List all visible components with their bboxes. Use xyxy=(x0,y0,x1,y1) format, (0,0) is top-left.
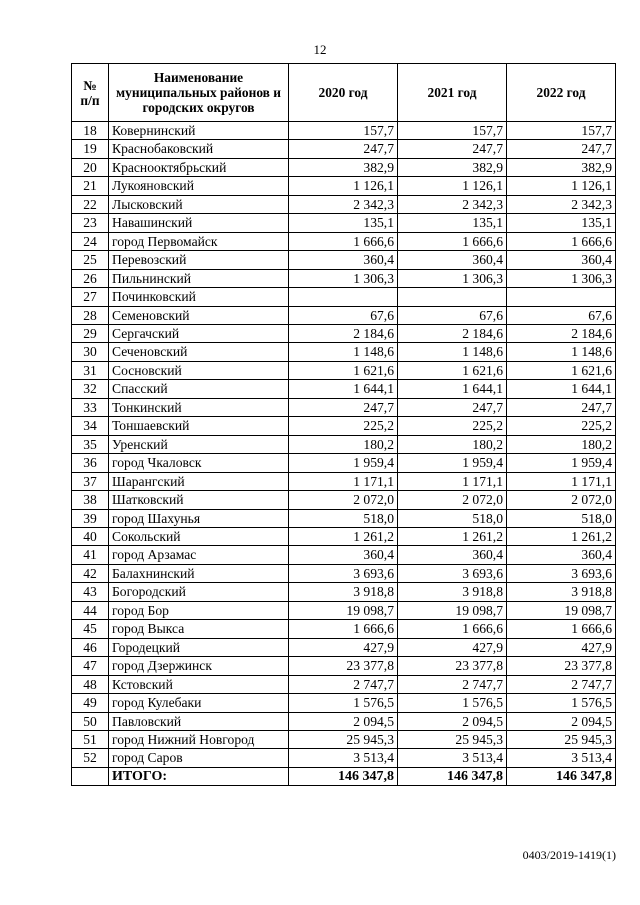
value-2021: 1 576,5 xyxy=(398,694,507,712)
value-2022: 2 094,5 xyxy=(507,712,616,730)
value-2021: 1 959,4 xyxy=(398,454,507,472)
value-2022: 67,6 xyxy=(507,306,616,324)
value-2021: 1 306,3 xyxy=(398,269,507,287)
value-2020: 225,2 xyxy=(289,417,398,435)
row-number: 27 xyxy=(72,288,109,306)
table-row xyxy=(72,509,616,527)
value-2021: 2 342,3 xyxy=(398,195,507,213)
value-2021: 135,1 xyxy=(398,214,507,232)
value-2021: 67,6 xyxy=(398,306,507,324)
district-name: Спасский xyxy=(109,380,289,398)
value-2022: 1 666,6 xyxy=(507,620,616,638)
value-2020: 382,9 xyxy=(289,158,398,176)
table-row xyxy=(72,324,616,342)
value-2021: 1 126,1 xyxy=(398,177,507,195)
value-2020: 3 513,4 xyxy=(289,749,398,767)
row-number: 38 xyxy=(72,491,109,509)
value-2022: 157,7 xyxy=(507,122,616,140)
header-year-2020: 2020 год xyxy=(289,64,398,122)
table-row xyxy=(72,675,616,693)
row-number: 30 xyxy=(72,343,109,361)
value-2021: 157,7 xyxy=(398,122,507,140)
value-2021: 1 171,1 xyxy=(398,472,507,490)
total-label: ИТОГО: xyxy=(109,767,289,785)
district-name: Починковский xyxy=(109,288,289,306)
value-2020: 518,0 xyxy=(289,509,398,527)
total-2020: 146 347,8 xyxy=(289,767,398,785)
value-2020: 427,9 xyxy=(289,638,398,656)
row-number: 20 xyxy=(72,158,109,176)
value-2022: 19 098,7 xyxy=(507,601,616,619)
district-name: город Шахунья xyxy=(109,509,289,527)
row-number: 42 xyxy=(72,564,109,582)
row-number: 39 xyxy=(72,509,109,527)
value-2021: 518,0 xyxy=(398,509,507,527)
value-2022: 247,7 xyxy=(507,140,616,158)
district-name: Навашинский xyxy=(109,214,289,232)
value-2021: 1 621,6 xyxy=(398,361,507,379)
value-2020: 2 342,3 xyxy=(289,195,398,213)
table-row xyxy=(72,251,616,269)
value-2020: 247,7 xyxy=(289,398,398,416)
value-2020: 135,1 xyxy=(289,214,398,232)
value-2022: 2 072,0 xyxy=(507,491,616,509)
table-row xyxy=(72,269,616,287)
header-num: № п/п xyxy=(72,64,109,122)
table-row xyxy=(72,195,616,213)
table-row xyxy=(72,232,616,250)
district-name: Тонкинский xyxy=(109,398,289,416)
row-number: 19 xyxy=(72,140,109,158)
district-name: Балахнинский xyxy=(109,564,289,582)
row-number: 22 xyxy=(72,195,109,213)
value-2021: 427,9 xyxy=(398,638,507,656)
table-row xyxy=(72,712,616,730)
value-2022: 135,1 xyxy=(507,214,616,232)
row-number: 45 xyxy=(72,620,109,638)
value-2022: 1 959,4 xyxy=(507,454,616,472)
value-2020: 3 918,8 xyxy=(289,583,398,601)
value-2020: 1 148,6 xyxy=(289,343,398,361)
value-2022: 1 621,6 xyxy=(507,361,616,379)
document-code: 0403/2019-1419(1) xyxy=(522,848,616,862)
row-number: 43 xyxy=(72,583,109,601)
value-2021: 2 094,5 xyxy=(398,712,507,730)
value-2021: 360,4 xyxy=(398,546,507,564)
table-row xyxy=(72,417,616,435)
value-2020: 1 644,1 xyxy=(289,380,398,398)
value-2021: 382,9 xyxy=(398,158,507,176)
row-number: 31 xyxy=(72,361,109,379)
table-row xyxy=(72,749,616,767)
value-2022: 2 747,7 xyxy=(507,675,616,693)
district-name: Ковернинский xyxy=(109,122,289,140)
value-2021: 1 148,6 xyxy=(398,343,507,361)
value-2022: 2 342,3 xyxy=(507,195,616,213)
header-year-2022: 2022 год xyxy=(507,64,616,122)
value-2022 xyxy=(507,288,616,306)
table-row xyxy=(72,158,616,176)
district-name: город Выкса xyxy=(109,620,289,638)
value-2020: 157,7 xyxy=(289,122,398,140)
row-number: 24 xyxy=(72,232,109,250)
budget-table xyxy=(71,63,616,786)
value-2020: 360,4 xyxy=(289,251,398,269)
value-2022: 1 148,6 xyxy=(507,343,616,361)
table-row xyxy=(72,601,616,619)
value-2021: 3 513,4 xyxy=(398,749,507,767)
value-2022: 382,9 xyxy=(507,158,616,176)
value-2022: 1 126,1 xyxy=(507,177,616,195)
value-2020: 360,4 xyxy=(289,546,398,564)
value-2021: 25 945,3 xyxy=(398,730,507,748)
total-2021: 146 347,8 xyxy=(398,767,507,785)
value-2022: 180,2 xyxy=(507,435,616,453)
value-2021: 1 666,6 xyxy=(398,620,507,638)
row-number: 25 xyxy=(72,251,109,269)
row-number: 32 xyxy=(72,380,109,398)
table-row xyxy=(72,472,616,490)
table-header-row xyxy=(72,64,616,122)
district-name: Краснобаковский xyxy=(109,140,289,158)
district-name: Сеченовский xyxy=(109,343,289,361)
value-2020: 19 098,7 xyxy=(289,601,398,619)
district-name: Сосновский xyxy=(109,361,289,379)
district-name: город Дзержинск xyxy=(109,657,289,675)
district-name: Кстовский xyxy=(109,675,289,693)
value-2022: 3 918,8 xyxy=(507,583,616,601)
value-2020 xyxy=(289,288,398,306)
value-2020: 1 306,3 xyxy=(289,269,398,287)
value-2021: 1 666,6 xyxy=(398,232,507,250)
district-name: Семеновский xyxy=(109,306,289,324)
value-2021: 1 644,1 xyxy=(398,380,507,398)
value-2020: 25 945,3 xyxy=(289,730,398,748)
value-2020: 1 666,6 xyxy=(289,232,398,250)
value-2021: 225,2 xyxy=(398,417,507,435)
district-name: Уренский xyxy=(109,435,289,453)
value-2022: 1 171,1 xyxy=(507,472,616,490)
district-name: город Первомайск xyxy=(109,232,289,250)
value-2021: 19 098,7 xyxy=(398,601,507,619)
district-name: город Арзамас xyxy=(109,546,289,564)
value-2020: 1 621,6 xyxy=(289,361,398,379)
value-2022: 1 644,1 xyxy=(507,380,616,398)
value-2022: 1 576,5 xyxy=(507,694,616,712)
value-2022: 1 306,3 xyxy=(507,269,616,287)
table-row xyxy=(72,730,616,748)
value-2022: 247,7 xyxy=(507,398,616,416)
district-name: город Кулебаки xyxy=(109,694,289,712)
district-name: Лукояновский xyxy=(109,177,289,195)
row-number: 26 xyxy=(72,269,109,287)
value-2021: 3 918,8 xyxy=(398,583,507,601)
district-name: город Бор xyxy=(109,601,289,619)
value-2020: 2 184,6 xyxy=(289,324,398,342)
value-2021: 1 261,2 xyxy=(398,527,507,545)
value-2021: 247,7 xyxy=(398,140,507,158)
row-number: 34 xyxy=(72,417,109,435)
value-2021: 23 377,8 xyxy=(398,657,507,675)
page-number: 12 xyxy=(313,42,327,57)
value-2021: 180,2 xyxy=(398,435,507,453)
value-2022: 1 261,2 xyxy=(507,527,616,545)
value-2021: 360,4 xyxy=(398,251,507,269)
value-2022: 360,4 xyxy=(507,546,616,564)
table-row xyxy=(72,288,616,306)
value-2022: 225,2 xyxy=(507,417,616,435)
table-body xyxy=(72,122,616,768)
table-row xyxy=(72,638,616,656)
district-name: Сокольский xyxy=(109,527,289,545)
row-number: 18 xyxy=(72,122,109,140)
district-name: город Чкаловск xyxy=(109,454,289,472)
table-row xyxy=(72,620,616,638)
value-2020: 67,6 xyxy=(289,306,398,324)
table-row xyxy=(72,564,616,582)
row-number: 21 xyxy=(72,177,109,195)
value-2021: 2 747,7 xyxy=(398,675,507,693)
row-number: 44 xyxy=(72,601,109,619)
value-2022: 3 693,6 xyxy=(507,564,616,582)
row-number: 41 xyxy=(72,546,109,564)
value-2022: 2 184,6 xyxy=(507,324,616,342)
value-2022: 427,9 xyxy=(507,638,616,656)
value-2020: 3 693,6 xyxy=(289,564,398,582)
total-2022: 146 347,8 xyxy=(507,767,616,785)
district-name: Краснооктябрьский xyxy=(109,158,289,176)
row-number: 46 xyxy=(72,638,109,656)
row-number: 48 xyxy=(72,675,109,693)
table-row xyxy=(72,657,616,675)
table-row xyxy=(72,343,616,361)
value-2021: 2 072,0 xyxy=(398,491,507,509)
value-2021 xyxy=(398,288,507,306)
value-2020: 180,2 xyxy=(289,435,398,453)
table-row xyxy=(72,491,616,509)
total-row xyxy=(72,767,616,785)
value-2020: 23 377,8 xyxy=(289,657,398,675)
row-number: 50 xyxy=(72,712,109,730)
table-row xyxy=(72,306,616,324)
row-number: 37 xyxy=(72,472,109,490)
row-number: 29 xyxy=(72,324,109,342)
row-number: 40 xyxy=(72,527,109,545)
row-number: 47 xyxy=(72,657,109,675)
value-2020: 1 171,1 xyxy=(289,472,398,490)
value-2020: 1 666,6 xyxy=(289,620,398,638)
district-name: Сергачский xyxy=(109,324,289,342)
table-row xyxy=(72,177,616,195)
table-row xyxy=(72,361,616,379)
table-row xyxy=(72,694,616,712)
table-row xyxy=(72,214,616,232)
value-2020: 1 959,4 xyxy=(289,454,398,472)
value-2022: 23 377,8 xyxy=(507,657,616,675)
value-2020: 247,7 xyxy=(289,140,398,158)
table-row xyxy=(72,380,616,398)
district-name: Перевозский xyxy=(109,251,289,269)
district-name: Богородский xyxy=(109,583,289,601)
value-2020: 1 576,5 xyxy=(289,694,398,712)
table-row xyxy=(72,122,616,140)
value-2022: 3 513,4 xyxy=(507,749,616,767)
table-row xyxy=(72,454,616,472)
district-name: Павловский xyxy=(109,712,289,730)
value-2020: 2 747,7 xyxy=(289,675,398,693)
row-number: 28 xyxy=(72,306,109,324)
row-number: 52 xyxy=(72,749,109,767)
value-2021: 3 693,6 xyxy=(398,564,507,582)
table-row xyxy=(72,546,616,564)
value-2021: 2 184,6 xyxy=(398,324,507,342)
table-row xyxy=(72,583,616,601)
row-number: 49 xyxy=(72,694,109,712)
value-2020: 2 094,5 xyxy=(289,712,398,730)
district-name: Тоншаевский xyxy=(109,417,289,435)
table-row xyxy=(72,398,616,416)
value-2022: 1 666,6 xyxy=(507,232,616,250)
district-name: Шатковский xyxy=(109,491,289,509)
district-name: город Саров xyxy=(109,749,289,767)
district-name: Лысковский xyxy=(109,195,289,213)
header-year-2021: 2021 год xyxy=(398,64,507,122)
row-number: 33 xyxy=(72,398,109,416)
header-name: Наименование муниципальных районов и городских округов xyxy=(109,64,289,122)
value-2020: 2 072,0 xyxy=(289,491,398,509)
district-name: Городецкий xyxy=(109,638,289,656)
district-name: Шарангский xyxy=(109,472,289,490)
table-row xyxy=(72,435,616,453)
table-row xyxy=(72,527,616,545)
value-2021: 247,7 xyxy=(398,398,507,416)
district-name: Пильнинский xyxy=(109,269,289,287)
row-number: 36 xyxy=(72,454,109,472)
row-number: 35 xyxy=(72,435,109,453)
value-2022: 25 945,3 xyxy=(507,730,616,748)
row-number: 23 xyxy=(72,214,109,232)
district-name: город Нижний Новгород xyxy=(109,730,289,748)
value-2020: 1 261,2 xyxy=(289,527,398,545)
row-number: 51 xyxy=(72,730,109,748)
table-row xyxy=(72,140,616,158)
value-2022: 360,4 xyxy=(507,251,616,269)
value-2022: 518,0 xyxy=(507,509,616,527)
total-num-cell xyxy=(72,767,109,785)
value-2020: 1 126,1 xyxy=(289,177,398,195)
